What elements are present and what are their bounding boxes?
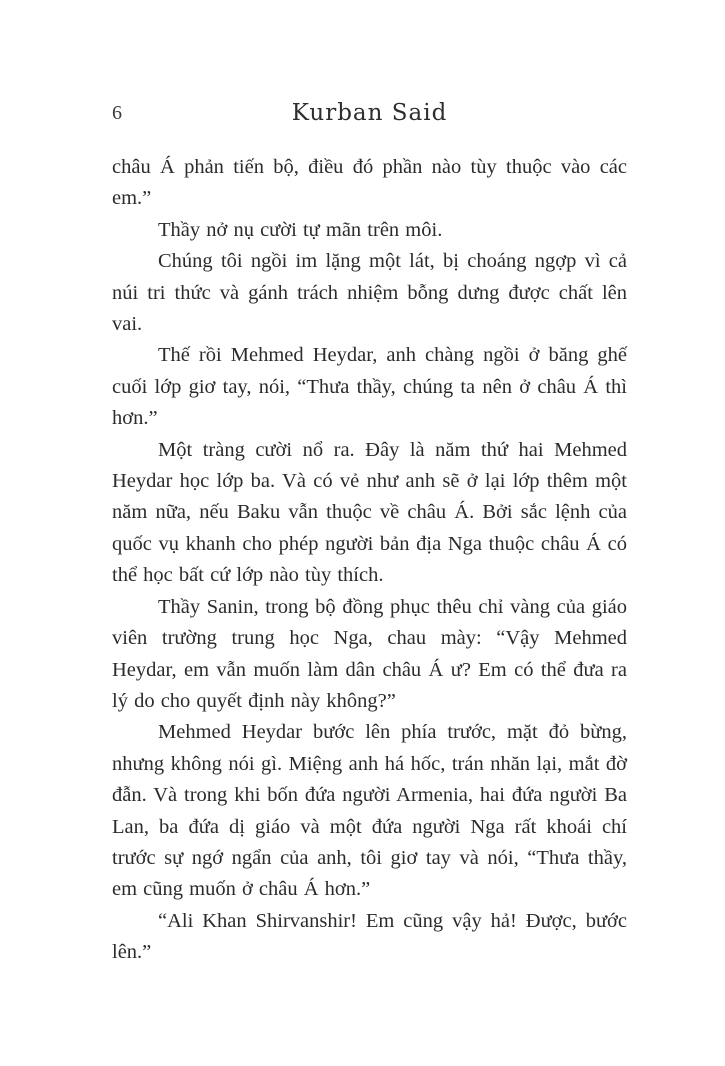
paragraph: Thế rồi Mehmed Heydar, anh chàng ngồi ở băng ghế cuối lớp giơ tay, nói, “Thưa thầy, chúng ta nên ở châu Á thì hơn.”	[112, 344, 627, 430]
paragraph: châu Á phản tiến bộ, điều đó phần nào tùy thuộc vào các em.”	[112, 156, 627, 210]
page-body	[112, 152, 627, 969]
running-title: Kurban Said	[291, 100, 448, 126]
paragraph: Thầy nở nụ cười tự mãn trên môi.	[158, 218, 443, 241]
paragraph: Thầy Sanin, trong bộ đồng phục thêu chỉ vàng của giáo viên trường trung học Nga, chau mày: “Vậy Mehmed Heydar, em vẫn muốn làm dân châu Á ư? Em có thể đưa ra lý do cho quyết định này không?”	[112, 595, 627, 712]
paragraph: “Ali Khan Shirvanshir! Em cũng vậy hả! Được, bước lên.”	[112, 909, 627, 964]
page-content	[112, 100, 627, 969]
paragraph: Chúng tôi ngồi im lặng một lát, bị choáng ngợp vì cả núi tri thức và gánh trách nhiệm bỗng dưng được chất lên vai.	[112, 250, 627, 336]
paragraph: Mehmed Heydar bước lên phía trước, mặt đỏ bừng, nhưng không nói gì. Miệng anh há hốc, trán nhăn lại, mắt đờ đẫn. Và trong khi bốn đứa người Armenia, hai đứa người Ba Lan, ba đứa dị giáo và một đứa người Nga rất khoái chí trước sự ngớ ngẩn của anh, tôi giơ tay và nói, “Thưa thầy, em cũng muốn ở châu Á hơn.”	[112, 721, 627, 901]
paragraph: Một tràng cười nổ ra. Đây là năm thứ hai Mehmed Heydar học lớp ba. Và có vẻ như anh sẽ ở lại lớp thêm một năm nữa, nếu Baku vẫn thuộc về châu Á. Bởi sắc lệnh của quốc vụ khanh cho phép người bản địa Nga thuộc châu Á có thể học bất cứ lớp nào tùy thích.	[112, 438, 627, 587]
page-header	[112, 100, 627, 130]
page-number: 6	[112, 102, 122, 124]
